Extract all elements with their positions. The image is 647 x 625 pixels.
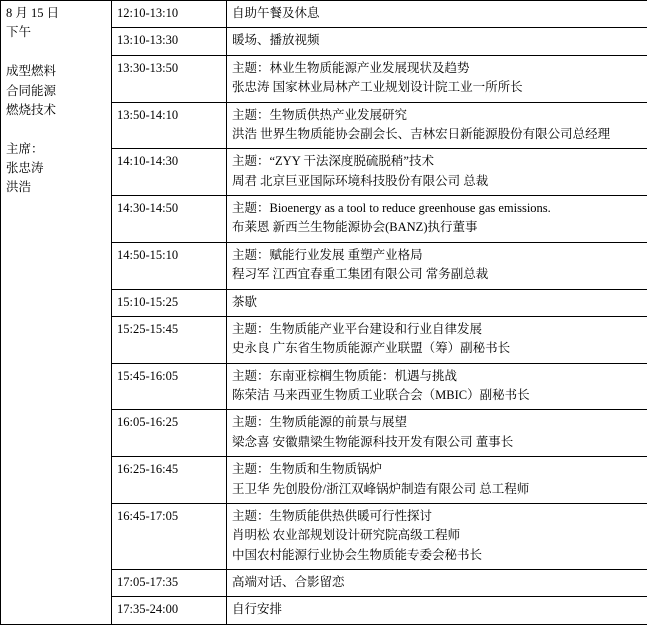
topic-cell: [227, 316, 647, 363]
topic-line: 茶歇: [232, 293, 647, 312]
time-cell: 15:25-15:45: [112, 316, 227, 363]
time-cell: 13:10-13:30: [112, 28, 227, 55]
topic-cell: [227, 102, 647, 149]
session-header-line: [6, 120, 106, 139]
session-header-line: 主席：: [6, 140, 106, 159]
time-cell: 14:10-14:30: [112, 149, 227, 196]
topic-line: 中国农村能源行业协会生物质能专委会秘书长: [232, 546, 647, 565]
topic-cell: [227, 28, 647, 55]
session-header-line: 下午: [6, 23, 106, 42]
topic-line: 梁念喜 安徽鼎梁生物能源科技开发有限公司 董事长: [232, 433, 647, 452]
topic-cell: [227, 457, 647, 504]
session-header-line: 合同能源: [6, 82, 106, 101]
topic-cell: [227, 196, 647, 243]
session-header-line: 燃烧技术: [6, 101, 106, 120]
topic-line: 肖明松 农业部规划设计研究院高级工程师: [232, 526, 647, 545]
table-row: [1, 1, 647, 28]
topic-line: 主题：生物质能供热供暖可行性探讨: [232, 507, 647, 526]
topic-cell: [227, 363, 647, 410]
topic-cell: [227, 55, 647, 102]
agenda-table-body: [1, 1, 647, 625]
topic-cell: [227, 410, 647, 457]
topic-line: 主题：Bioenergy as a tool to reduce greenhouse gas emissions.: [232, 199, 647, 218]
time-cell: 14:30-14:50: [112, 196, 227, 243]
session-header-line: 洪浩: [6, 178, 106, 197]
topic-line: 周君 北京巨亚国际环境科技股份有限公司 总裁: [232, 172, 647, 191]
topic-line: 史永良 广东省生物质能源产业联盟（筹）副秘书长: [232, 339, 647, 358]
topic-cell: [227, 570, 647, 597]
time-cell: 12:10-13:10: [112, 1, 227, 28]
topic-line: 主题：林业生物质能源产业发展现状及趋势: [232, 59, 647, 78]
topic-cell: [227, 289, 647, 316]
topic-line: 布莱恩 新西兰生物能源协会(BANZ)执行董事: [232, 218, 647, 237]
session-header-cell: [1, 1, 112, 625]
time-cell: 15:10-15:25: [112, 289, 227, 316]
time-cell: 13:50-14:10: [112, 102, 227, 149]
topic-line: 主题：生物质能源的前景与展望: [232, 413, 647, 432]
time-cell: 16:25-16:45: [112, 457, 227, 504]
session-header-line: 张忠涛: [6, 159, 106, 178]
session-header-line: 成型燃料: [6, 62, 106, 81]
time-cell: 16:45-17:05: [112, 503, 227, 569]
topic-cell: [227, 149, 647, 196]
topic-line: 主题：生物质供热产业发展研究: [232, 106, 647, 125]
session-header-line: 8 月 15 日: [6, 4, 106, 23]
time-cell: 13:30-13:50: [112, 55, 227, 102]
topic-line: 主题：赋能行业发展 重塑产业格局: [232, 246, 647, 265]
topic-line: 自助午餐及休息: [232, 4, 647, 23]
topic-line: 自行安排: [232, 600, 647, 619]
time-cell: 15:45-16:05: [112, 363, 227, 410]
topic-line: 主题：“ZYY 干法深度脱硫脱稍”技术: [232, 152, 647, 171]
topic-line: 暖场、播放视频: [232, 31, 647, 50]
topic-line: 主题：生物质能产业平台建设和行业自律发展: [232, 320, 647, 339]
time-cell: 17:35-24:00: [112, 597, 227, 624]
topic-cell: [227, 242, 647, 289]
topic-cell: [227, 503, 647, 569]
topic-line: 张忠涛 国家林业局林产工业规划设计院工业一所所长: [232, 78, 647, 97]
topic-line: 高端对话、合影留恋: [232, 573, 647, 592]
topic-cell: [227, 1, 647, 28]
topic-line: 主题：东南亚棕榈生物质能：机遇与挑战: [232, 367, 647, 386]
time-cell: 14:50-15:10: [112, 242, 227, 289]
topic-line: 洪浩 世界生物质能协会副会长、吉林宏日新能源股份有限公司总经理: [232, 125, 647, 144]
topic-line: 程习军 江西宜春重工集团有限公司 常务副总裁: [232, 265, 647, 284]
topic-line: 王卫华 先创股份/浙江双峰锅炉制造有限公司 总工程师: [232, 480, 647, 499]
session-header-line: [6, 43, 106, 62]
topic-line: 主题：生物质和生物质锅炉: [232, 460, 647, 479]
time-cell: 16:05-16:25: [112, 410, 227, 457]
time-cell: 17:05-17:35: [112, 570, 227, 597]
topic-line: 陈荣洁 马来西亚生物质工业联合会（MBIC）副秘书长: [232, 386, 647, 405]
